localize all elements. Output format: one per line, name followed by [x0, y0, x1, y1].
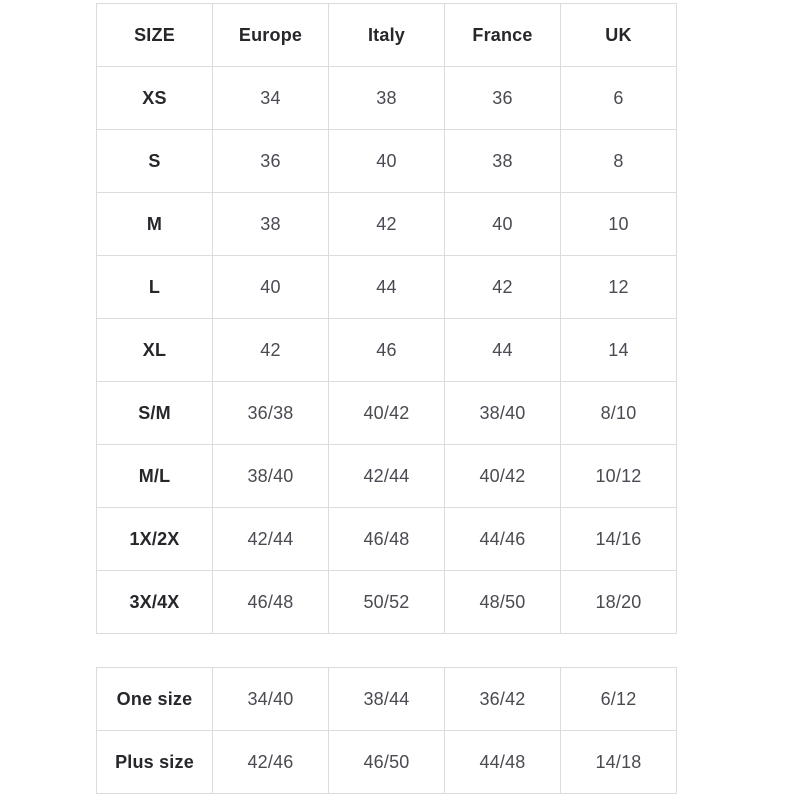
size-label-cell: M/L: [97, 445, 213, 508]
table-cell: 8/10: [561, 382, 677, 445]
size-label-cell: 1X/2X: [97, 508, 213, 571]
table-cell: 10: [561, 193, 677, 256]
table-cell: 44/48: [445, 731, 561, 794]
table-cell: 38/40: [445, 382, 561, 445]
table-cell: 6/12: [561, 668, 677, 731]
table-cell: 42: [329, 193, 445, 256]
column-header-italy: Italy: [329, 4, 445, 67]
table-cell: 36: [445, 67, 561, 130]
table-cell: 40: [213, 256, 329, 319]
table-cell: 46: [329, 319, 445, 382]
column-header-europe: Europe: [213, 4, 329, 67]
table-cell: 40: [445, 193, 561, 256]
table-cell: 40: [329, 130, 445, 193]
table-cell: 46/48: [329, 508, 445, 571]
table-cell: 40/42: [445, 445, 561, 508]
table-cell: 36/38: [213, 382, 329, 445]
table-cell: 38: [213, 193, 329, 256]
table-row: [97, 731, 677, 794]
table-row: [97, 382, 677, 445]
table-cell: 38/44: [329, 668, 445, 731]
table-row: [97, 508, 677, 571]
size-label-cell: One size: [97, 668, 213, 731]
table-row: [97, 668, 677, 731]
table-cell: 46/50: [329, 731, 445, 794]
table-cell: 38: [445, 130, 561, 193]
column-header-size: SIZE: [97, 4, 213, 67]
table-row: [97, 130, 677, 193]
table-cell: 46/48: [213, 571, 329, 634]
size-label-cell: M: [97, 193, 213, 256]
table-row: [97, 445, 677, 508]
table-cell: 34/40: [213, 668, 329, 731]
table-cell: 48/50: [445, 571, 561, 634]
table-cell: 42/44: [329, 445, 445, 508]
size-conversion-table: [96, 3, 677, 634]
table-cell: 6: [561, 67, 677, 130]
column-header-france: France: [445, 4, 561, 67]
size-label-cell: 3X/4X: [97, 571, 213, 634]
table-cell: 44: [329, 256, 445, 319]
table-cell: 14/18: [561, 731, 677, 794]
header-row: [97, 4, 677, 67]
table-cell: 36: [213, 130, 329, 193]
table-row: [97, 67, 677, 130]
table-cell: 12: [561, 256, 677, 319]
table-cell: 42: [445, 256, 561, 319]
size-label-cell: L: [97, 256, 213, 319]
table-cell: 38/40: [213, 445, 329, 508]
table-cell: 42: [213, 319, 329, 382]
table-cell: 42/46: [213, 731, 329, 794]
size-label-cell: XS: [97, 67, 213, 130]
table-row: [97, 571, 677, 634]
table-cell: 18/20: [561, 571, 677, 634]
special-sizes-table: [96, 667, 677, 794]
table-cell: 42/44: [213, 508, 329, 571]
table-cell: 44: [445, 319, 561, 382]
table-cell: 8: [561, 130, 677, 193]
table-cell: 10/12: [561, 445, 677, 508]
table-cell: 44/46: [445, 508, 561, 571]
table-cell: 38: [329, 67, 445, 130]
table-row: [97, 319, 677, 382]
table-cell: 50/52: [329, 571, 445, 634]
column-header-uk: UK: [561, 4, 677, 67]
table-row: [97, 256, 677, 319]
size-label-cell: XL: [97, 319, 213, 382]
table-cell: 14/16: [561, 508, 677, 571]
size-label-cell: Plus size: [97, 731, 213, 794]
size-label-cell: S/M: [97, 382, 213, 445]
table-row: [97, 193, 677, 256]
table-cell: 40/42: [329, 382, 445, 445]
table-cell: 36/42: [445, 668, 561, 731]
table-cell: 14: [561, 319, 677, 382]
table-cell: 34: [213, 67, 329, 130]
size-label-cell: S: [97, 130, 213, 193]
